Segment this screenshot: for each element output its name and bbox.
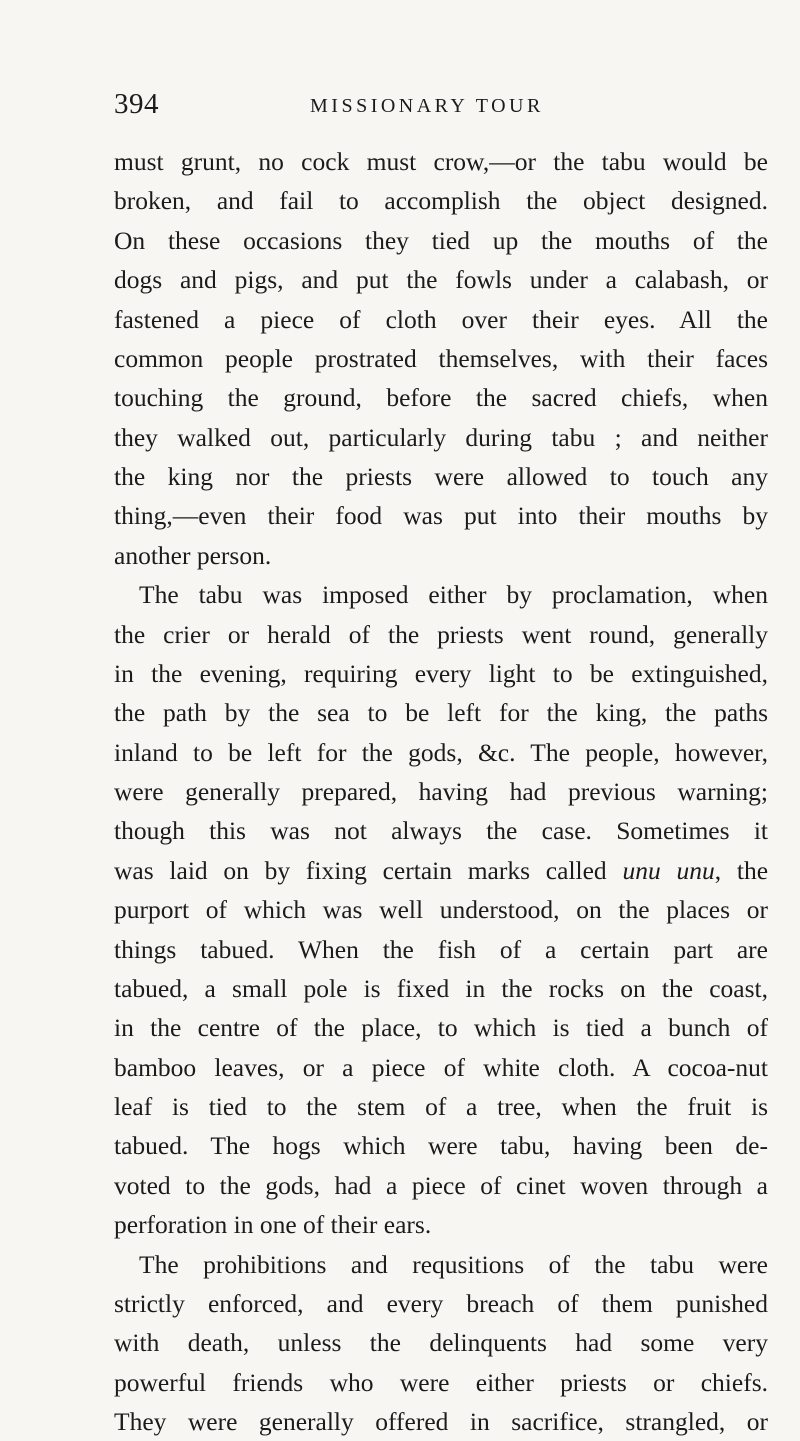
text-line: were generally prepared, having had previous warning;: [114, 777, 768, 806]
text-line: dogs and pigs, and put the fowls under a calabash, or: [114, 265, 768, 295]
text-line: purport of which was well understood, on the places or: [114, 895, 768, 925]
text-line: On these occasions they tied up the mouths of the: [114, 225, 768, 255]
italic-term: unu unu: [622, 855, 715, 885]
text-line: They were generally offered in sacrifice, strangled, or: [114, 1407, 768, 1436]
text-line: in the evening, requiring every light to be extinguished,: [114, 658, 768, 688]
text-line: inland to be left for the gods, &c. The people, however,: [114, 737, 768, 767]
text-line: the king nor the priests were allowed to touch any: [114, 462, 768, 491]
text-line: fastened a piece of cloth over their eyes. All the: [114, 304, 768, 334]
text-line: touching the ground, before the sacred chiefs, when: [114, 383, 768, 413]
text-line: thing,—even their food was put into their mouths by: [114, 501, 768, 531]
text-segment: was laid on by fixing certain marks called: [114, 855, 623, 885]
body-text: [114, 142, 768, 1441]
text-line: strictly enforced, and every breach of them punished: [114, 1288, 768, 1318]
text-line: though this was not always the case. Sometimes it: [114, 816, 768, 846]
text-line: common people prostrated themselves, with their faces: [114, 343, 768, 373]
text-line: powerful friends who were either priests or chiefs.: [114, 1367, 768, 1397]
paragraph-end-line: perforation in one of their ears.: [114, 1210, 432, 1240]
text-line-with-italic: [114, 851, 768, 890]
text-line: bamboo leaves, or a piece of white cloth. A cocoa-nut: [114, 1052, 768, 1082]
text-line: voted to the gods, had a piece of cinet woven through a: [114, 1170, 768, 1200]
text-line: leaf is tied to the stem of a tree, when the fruit is: [114, 1092, 768, 1121]
text-line: tabued. The hogs which were tabu, having been de-: [114, 1131, 768, 1161]
text-line: tabued, a small pole is fixed in the rocks on the coast,: [114, 973, 768, 1003]
text-segment: , the: [714, 855, 769, 885]
page-number: 394: [114, 88, 159, 120]
paragraph-start-line: The prohibitions and requsitions of the tabu were: [139, 1249, 768, 1279]
text-line: they walked out, particularly during tabu ; and neither: [114, 422, 768, 452]
text-line: with death, unless the delinquents had some very: [114, 1328, 768, 1358]
paragraph-start-line: The tabu was imposed either by proclamation, when: [139, 580, 768, 610]
running-title: MISSIONARY TOUR: [310, 95, 544, 117]
text-line: must grunt, no cock must crow,—or the tabu would be: [114, 147, 768, 176]
text-line: the path by the sea to be left for the king, the paths: [114, 698, 768, 728]
running-header: [114, 88, 790, 124]
text-line: broken, and fail to accomplish the object designed.: [114, 186, 768, 216]
text-line: things tabued. When the fish of a certain part are: [114, 934, 768, 964]
text-line: in the centre of the place, to which is tied a bunch of: [114, 1013, 768, 1043]
paragraph-end-line: another person.: [114, 540, 272, 570]
text-line: the crier or herald of the priests went round, generally: [114, 619, 768, 649]
